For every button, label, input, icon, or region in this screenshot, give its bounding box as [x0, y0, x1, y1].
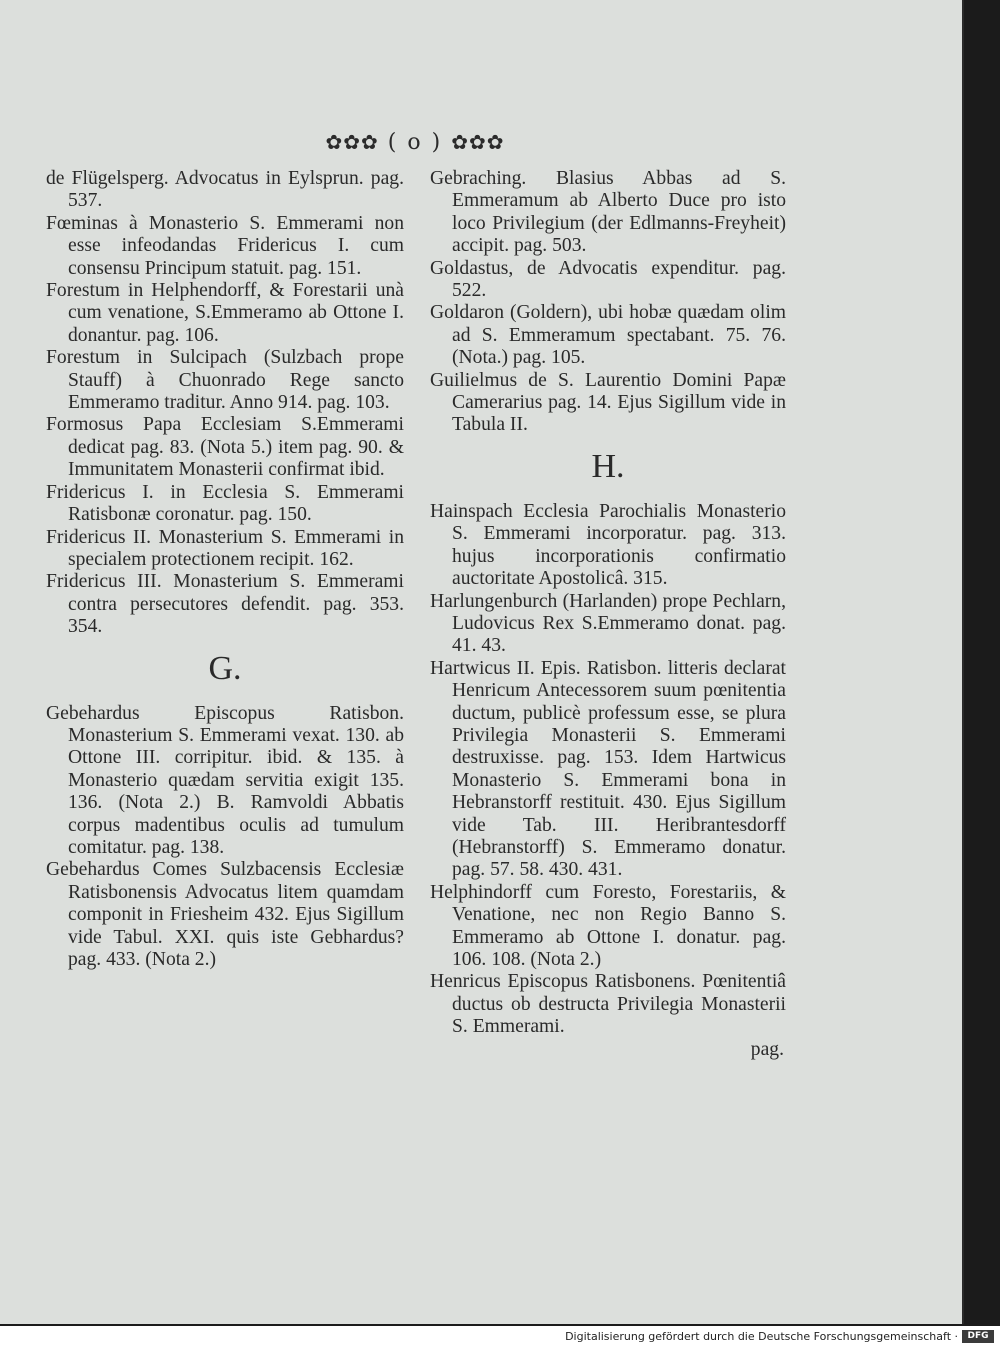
digitization-footer	[0, 1326, 1000, 1347]
index-entry: Formosus Papa Ecclesiam S.Emmerami dedicat pag. 83. (Nota 5.) item pag. 90. & Immunitatem Monasterii confirmat ibid.	[46, 414, 404, 481]
index-entry: Gebehardus Episcopus Ratisbon. Monasterium S. Emmerami vexat. 130. ab Ottone III. corripitur. ibid. & 135. à Monasterio quædam servitia exigit 135. 136. (Nota 2.) B. Ramvoldi Abbatis corpus madentibus oculis ad tumulum comitatur. pag. 138.	[46, 702, 404, 858]
index-entry: Henricus Episcopus Ratisbonens. Pœnitentiâ ductus ob destructa Privilegia Monasterii S. Emmerami.	[430, 971, 786, 1038]
ornament-left-icon: ✿✿✿	[325, 130, 379, 154]
index-entry: Fœminas à Monasterio S. Emmerami non esse infeodandas Fridericus I. cum consensu Principum statuit. pag. 151.	[46, 212, 404, 279]
index-entry: Harlungenburch (Harlanden) prope Pechlarn, Ludovicus Rex S.Emmeramo donat. pag. 41. 43.	[430, 590, 786, 657]
index-entry: Helphindorff cum Foresto, Forestariis, & Venatione, nec non Regio Banno S. Emmeramo ab Ottone I. donatur. pag. 106. 108. (Nota 2.)	[430, 881, 786, 970]
index-entry: Hartwicus II. Epis. Ratisbon. litteris declarat Henricum Antecessorem suum pœnitentia ductum, publicè professum esse, se plura Privilegia Monasterii S. Emmerami destruxisse. pag. 153. Idem Hartwicus Monasterio S. Emmerami bona in Hebranstorff restituit. 430. Ejus Sigillum vide Tab. III. Heribrantesdorff (Hebranstorff) S. Emmeramo donatur. pag. 57. 58. 430. 431.	[430, 657, 786, 881]
index-entry: Goldaron (Goldern), ubi hobæ quædam olim ad S. Emmeramum spectabant. 75. 76. (Nota.) pag. 105.	[430, 302, 786, 369]
catchword: pag.	[750, 1038, 784, 1060]
index-entry: Forestum in Helphendorff, & Forestarii unà cum venatione, S.Emmeramo ab Ottone I. donantur. pag. 106.	[46, 280, 404, 346]
index-entry: Fridericus II. Monasterium S. Emmerami in specialem protectionem recipit. 162.	[46, 526, 404, 570]
left-column	[46, 168, 404, 971]
index-entry: Fridericus III. Monasterium S. Emmerami contra persecutores defendit. pag. 353. 354.	[46, 571, 404, 638]
index-entry: de Flügelsperg. Advocatus in Eylsprun. pag. 537.	[46, 168, 404, 212]
funding-notice: Digitalisierung gefördert durch die Deutsche Forschungsgemeinschaft ·	[565, 1330, 958, 1343]
right-column	[430, 168, 786, 1061]
index-entry: Guilielmus de S. Laurentio Domini Papæ Camerarius pag. 14. Ejus Sigillum vide in Tabula II.	[430, 369, 786, 436]
index-entry: Gebehardus Comes Sulzbacensis Ecclesiæ Ratisbonensis Advocatus litem quamdam componit in Friesheim 432. Ejus Sigillum vide Tabul. XXI. quis iste Gebhardus? pag. 433. (Nota 2.)	[46, 859, 404, 970]
index-entry: Goldastus, de Advocatis expenditur. pag. 522.	[430, 257, 786, 302]
index-entry: Fridericus I. in Ecclesia S. Emmerami Ratisbonæ coronatur. pag. 150.	[46, 481, 404, 526]
index-entry: Forestum in Sulcipach (Sulzbach prope Stauff) à Chuonrado Rege sancto Emmeramo traditur. Anno 914. pag. 103.	[46, 347, 404, 414]
ornament-right-icon: ✿✿✿	[451, 130, 505, 154]
section-letter-h: H.	[591, 447, 625, 485]
page-header	[300, 130, 530, 155]
page-number: ( o )	[387, 130, 443, 155]
section-letter-g: G.	[208, 649, 242, 687]
index-entry: Hainspach Ecclesia Parochialis Monasterio S. Emmerami incorporatur. pag. 313. hujus incorporationis confirmatio auctoritate Apostolicâ. 315.	[430, 500, 786, 590]
dfg-logo: DFG	[962, 1330, 994, 1343]
index-entry: Gebraching. Blasius Abbas ad S. Emmeramum ab Alberto Duce pro isto loco Privilegium (der Edlmanns-Freyheit) accipit. pag. 503.	[430, 168, 786, 257]
